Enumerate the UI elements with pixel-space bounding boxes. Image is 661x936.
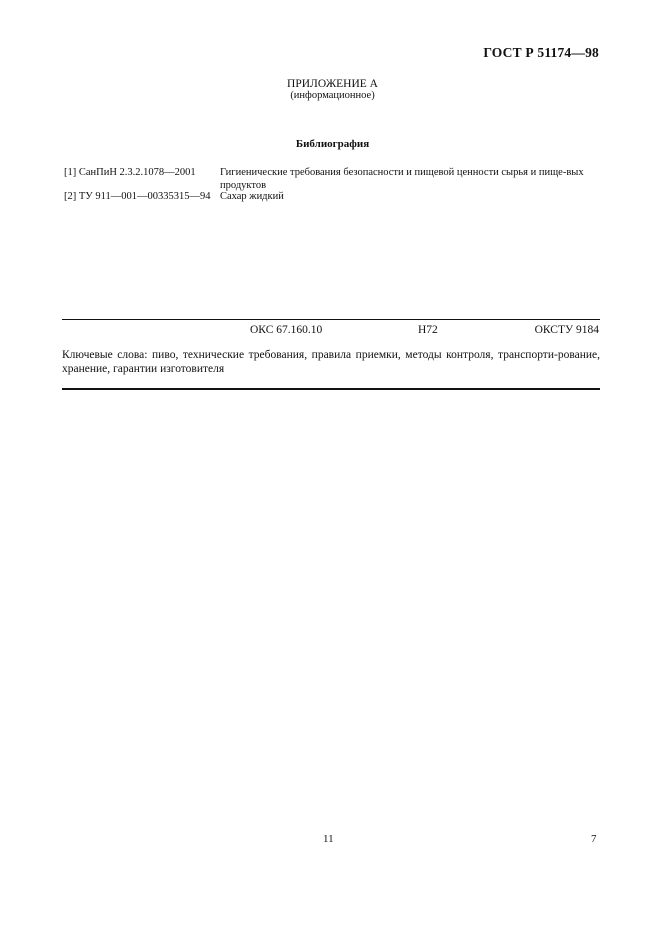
keywords-paragraph: Ключевые слова: пиво, технические требования, правила приемки, методы контроля, транспорти-рование, хранение, гарантии изготовителя bbox=[62, 349, 600, 375]
classification-top-rule bbox=[62, 319, 600, 320]
bibliography-item-reference: [2] ТУ 911—001—00335315—94 bbox=[64, 191, 211, 202]
classification-group: Н72 bbox=[418, 324, 438, 336]
okstu-code: ОКСТУ 9184 bbox=[534, 324, 599, 336]
page-number-center: 11 bbox=[323, 833, 334, 845]
bibliography-item-description: Гигиенические требования безопасности и пищевой ценности сырья и пище-вых продуктов bbox=[220, 167, 584, 191]
appendix-title: ПРИЛОЖЕНИЕ А bbox=[287, 78, 378, 90]
document-code: ГОСТ Р 51174—98 bbox=[483, 45, 599, 60]
bibliography-item-description: Сахар жидкий bbox=[220, 191, 284, 202]
bibliography-item-reference: [1] СанПиН 2.3.2.1078—2001 bbox=[64, 167, 196, 178]
oks-code: ОКС 67.160.10 bbox=[250, 324, 323, 336]
page-number-right: 7 bbox=[591, 833, 597, 845]
classification-bottom-rule bbox=[62, 388, 600, 390]
bibliography-heading: Библиография bbox=[295, 138, 370, 150]
appendix-subtitle: (информационное) bbox=[290, 90, 375, 101]
